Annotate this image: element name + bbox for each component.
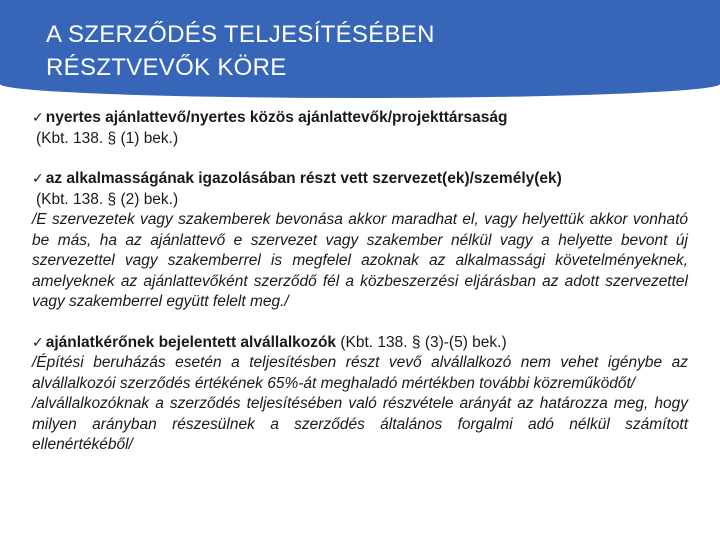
item-heading: nyertes ajánlattevő/nyertes közös ajánlattevők/projekttársaság [45,109,508,126]
item-reference: (Kbt. 138. § (3)-(5) bek.) [340,333,507,351]
item-reference: (Kbt. 138. § (1) bek.) [36,129,179,147]
item-note: /Építési beruházás esetén a teljesítésben részt vevő alvállalkozó nem vehet igénybe az alvállalkozói szerződés értékének 65%-át meghaladó mértékben további közreműködőt/ [32,354,688,392]
slide-content [32,108,688,476]
checkmark-icon: ✓ [32,334,44,351]
title-banner [0,0,720,98]
checkmark-icon: ✓ [32,110,44,126]
item-reference: (Kbt. 138. § (2) bek.) [36,190,179,208]
item-heading-line [32,333,688,354]
item-heading-line [32,108,688,129]
checkmark-icon: ✓ [32,171,44,187]
item-heading-line [32,169,688,190]
list-item-capacity-entities [32,169,688,313]
title-line-2: RÉSZTVEVŐK KÖRE [46,54,287,81]
item-note: /E szervezetek vagy szakemberek bevonása akkor maradhat el, vagy helyettük akkor vonható be más, ha az ajánlattevő e szervezet vagy szakember nélkül vagy a helyette bevont új szervezettel vagy szakemberrel is megfelel azoknak az alkalmassági követelményeknek, amelyeknek az ajánlattevőként szerződő fél a közbeszerzési eljárásban az adott szervezettel vagy szakemberrel együtt felelt meg./ [32,211,688,310]
item-heading: ajánlatkérőnek bejelentett alvállalkozók [45,333,337,351]
title-line-1: A SZERZŐDÉS TELJESÍTÉSÉBEN [46,21,435,48]
list-item-subcontractors [32,333,688,456]
slide-title [46,18,435,84]
list-item-winning-bidder [32,108,688,149]
item-heading: az alkalmasságának igazolásában részt vett szervezet(ek)/személy(ek) [45,170,562,187]
item-note: /alvállalkozóknak a szerződés teljesítésében való részvétele arányát az határozza meg, hogy milyen arányban részesülnek a szerződés általános forgalmi adó nélkül számított ellenértékéből/ [32,395,688,453]
